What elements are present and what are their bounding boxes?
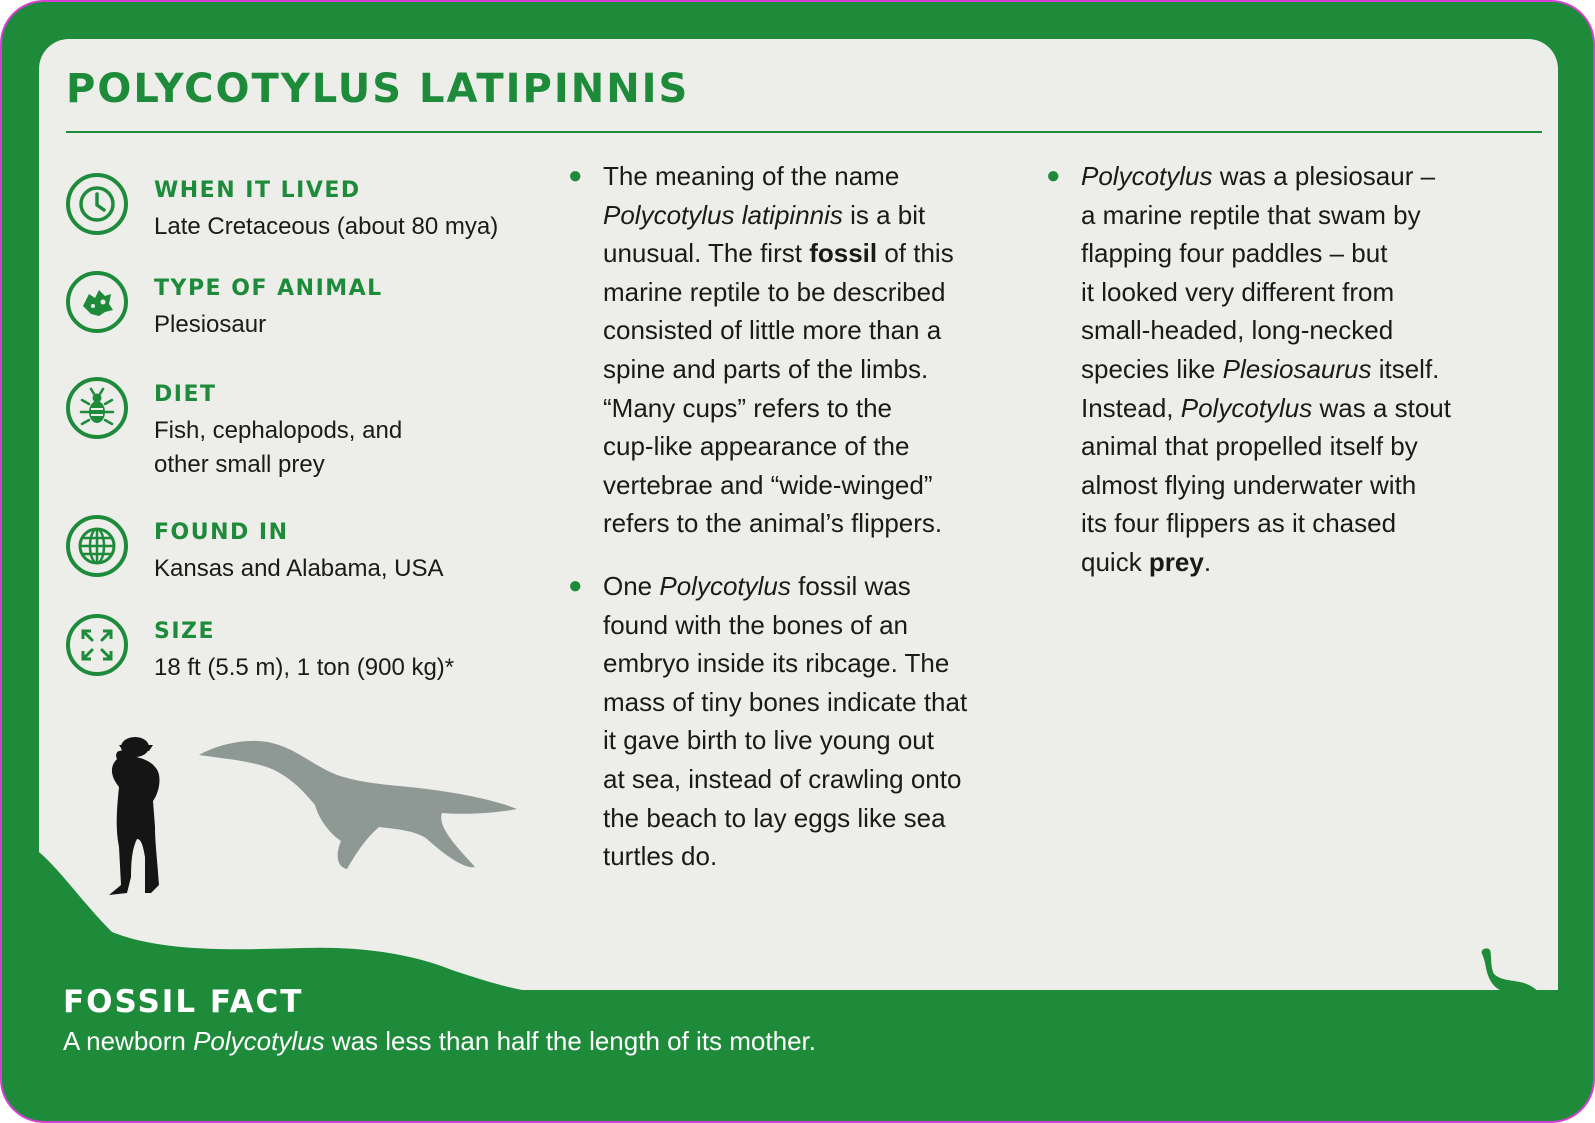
fact-label: FOUND IN [154, 520, 289, 545]
bullet-icon: ● [1046, 162, 1061, 189]
text-run: Instead, [1081, 392, 1181, 423]
text-run: Polycotylus [659, 570, 791, 601]
text-run: turtles do. [603, 841, 718, 872]
text-run: spine and parts of the limbs. [603, 353, 929, 384]
text-run: cup-like appearance of the [603, 431, 910, 462]
text-run: quick [1081, 546, 1149, 577]
text-run: Polycotylus [1081, 161, 1213, 191]
text-run: of this [877, 238, 954, 269]
text-run: . [1203, 546, 1212, 577]
page-title: POLYCOTYLUS LATIPINNIS [66, 66, 690, 112]
fact-label: DIET [154, 382, 217, 407]
text-run: prey [1148, 546, 1204, 577]
fact-value: 18 ft (5.5 m), 1 ton (900 kg)* [154, 654, 455, 681]
fact-value: Plesiosaur [154, 311, 267, 338]
text-run: marine reptile to be described [603, 276, 946, 307]
text-run: embryo inside its ribcage. The [603, 648, 950, 679]
title-divider [66, 131, 1542, 133]
text-run: almost flying underwater with [1081, 469, 1417, 500]
bullet-paragraph [568, 157, 967, 543]
fact-label: WHEN IT LIVED [154, 178, 361, 203]
dinosaur-head-icon [65, 270, 129, 334]
text-run: “Many cups” refers to the [603, 392, 892, 423]
fossil-fact-text [63, 1026, 816, 1057]
text-run: itself. [1371, 353, 1440, 384]
fact-label: SIZE [154, 619, 216, 644]
text-column-2 [1046, 157, 1451, 582]
text-run: species like [1081, 353, 1223, 384]
fact-value [154, 414, 402, 482]
bullet-icon: ● [568, 162, 583, 189]
text-run: was a plesiosaur – [1212, 161, 1436, 191]
fossil-fact-title: FOSSIL FACT [63, 984, 304, 1020]
text-run: the beach to lay eggs like sea [603, 802, 946, 833]
text-column-1 [568, 157, 967, 876]
text-run: Plesiosaurus [1222, 353, 1372, 384]
text-run: Polycotylus [193, 1026, 325, 1056]
text-run: The meaning of the name [603, 161, 900, 191]
fact-value-line: other small prey [154, 451, 325, 478]
text-run: unusual. The first [603, 238, 810, 269]
text-run: flapping four paddles – but [1081, 238, 1388, 269]
text-run: found with the bones of an [603, 609, 909, 640]
globe-icon [65, 514, 129, 578]
text-run: consisted of little more than a [603, 315, 942, 346]
text-run: refers to the animal’s flippers. [603, 508, 943, 539]
text-run: A newborn [63, 1026, 194, 1056]
text-run: was a stout [1312, 392, 1451, 423]
text-run: its four flippers as it chased [1081, 508, 1397, 539]
text-run: vertebrae and “wide-winged” [603, 469, 933, 500]
bullet-paragraph [1046, 157, 1451, 582]
text-run: was less than half the length of its mother. [324, 1026, 816, 1056]
text-run: animal that propelled itself by [1081, 431, 1418, 462]
text-run: Polycotylus [1180, 392, 1313, 423]
text-run: it looked very different from [1081, 276, 1395, 307]
text-run: small-headed, long-necked [1081, 315, 1394, 346]
bug-icon [65, 376, 129, 440]
fact-value: Late Cretaceous (about 80 mya) [154, 213, 499, 240]
fact-value-line: Fish, cephalopods, and [154, 417, 403, 444]
text-run: is a bit [842, 199, 926, 230]
sauropod-logo-icon [1476, 946, 1544, 1004]
text-run: it gave birth to live young out [603, 725, 934, 756]
text-run: Polycotylus latipinnis [603, 199, 843, 230]
text-run: fossil was [790, 570, 911, 601]
bullet-icon: ● [568, 571, 583, 599]
text-run: fossil [809, 238, 878, 269]
text-run: at sea, instead of crawling onto [603, 763, 962, 794]
text-run: mass of tiny bones indicate that [603, 686, 968, 717]
text-run: a marine reptile that swam by [1081, 199, 1421, 230]
text-run: One [603, 570, 660, 601]
fact-value: Kansas and Alabama, USA [154, 555, 444, 582]
expand-arrows-icon [65, 613, 129, 677]
clock-icon [65, 172, 129, 236]
fact-label: TYPE OF ANIMAL [154, 276, 383, 301]
